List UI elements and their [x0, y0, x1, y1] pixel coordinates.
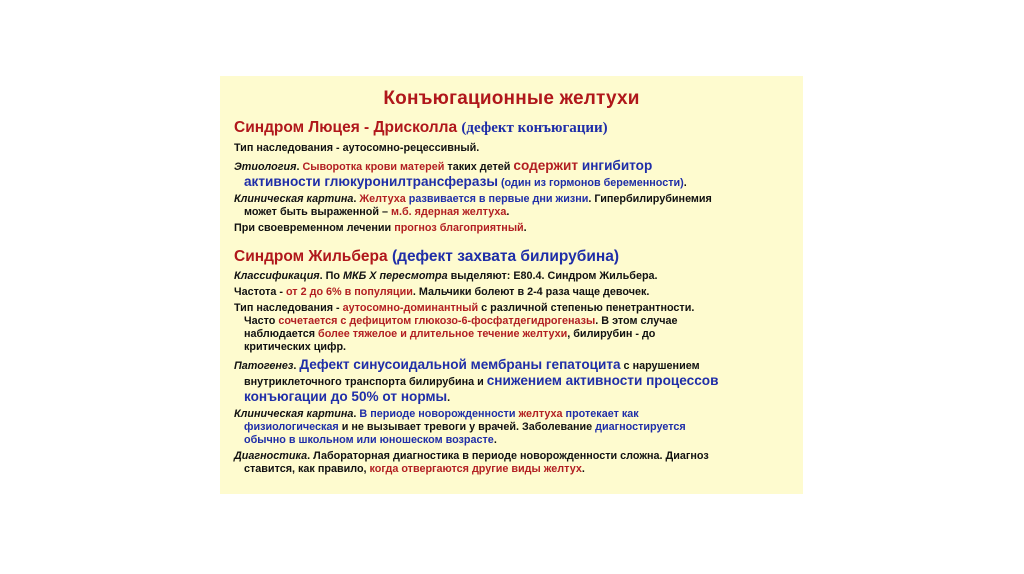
clinical2-l3-end: .	[493, 433, 497, 446]
etiology-end: .	[683, 177, 687, 190]
prognosis-prefix: При своевременном лечении	[234, 222, 395, 235]
classification-end: выделяют: E80.4. Синдром Жильбера.	[447, 269, 658, 282]
paragraph-inheritance-2	[234, 302, 789, 353]
paragraph-prognosis	[234, 222, 789, 235]
pathogenesis-conjugation: конъюгации до 50% от нормы	[244, 388, 448, 404]
clinical2-red: желтуха	[518, 407, 563, 420]
slide	[220, 76, 803, 494]
paragraph-frequency	[234, 286, 789, 299]
inheritance-l2-red: сочетается с дефицитом глюкозо-6-фосфатдегидрогеназы	[278, 315, 596, 328]
clinical2-l2-blue2: диагностируется	[595, 420, 686, 433]
clinical-red: Желтуха	[359, 193, 406, 206]
frequency-end: . Мальчики болеют в 2-4 раза чаще девочек.	[412, 286, 650, 299]
paragraph-diagnostics	[234, 450, 789, 476]
clinical-blue: развивается в первые дни жизни	[405, 193, 589, 206]
clinical2-blue2: протекает как	[562, 407, 639, 420]
heading-paren: (дефект захвата билирубина)	[391, 247, 620, 265]
prognosis-red: прогноз благоприятный	[394, 222, 524, 235]
inheritance-prefix: Тип наследования -	[234, 302, 343, 315]
paragraph-classification	[234, 270, 789, 283]
section-heading-gilbert	[234, 247, 789, 266]
frequency-red: от 2 до 6% в популяции	[285, 286, 413, 299]
prognosis-end: .	[523, 222, 527, 235]
classification-label: Классификация	[234, 269, 320, 282]
inheritance-l3a: наблюдается	[244, 327, 319, 340]
inheritance-l2b: . В этом случае	[595, 315, 678, 328]
heading-text: Синдром Люцея - Дрисколла	[234, 119, 462, 136]
etiology-paren: (один из гормонов беременности)	[497, 177, 684, 190]
clinical-end: .	[506, 206, 510, 219]
paragraph-clinical-2	[234, 408, 789, 446]
etiology-red: Сыворотка крови матерей	[302, 161, 445, 174]
classification-italic: МКБ X пересмотра	[343, 269, 448, 282]
clinical-red2: м.б. ядерная желтуха	[391, 206, 507, 219]
page-title: Конъюгационные желтухи	[383, 88, 640, 109]
paragraph-inheritance-1	[234, 142, 789, 155]
section-heading-lucey-driscoll	[234, 118, 789, 138]
etiology-dot: .	[296, 161, 303, 174]
heading-paren: (дефект конъюгации)	[461, 120, 608, 136]
diagnostics-l2a: ставится, как правило,	[244, 462, 370, 475]
heading-text: Синдром Жильбера	[234, 247, 392, 265]
pathogenesis-l2a: внутриклеточного транспорта билирубина и	[244, 375, 487, 388]
inheritance-l3b: , билирубин - до	[567, 327, 656, 340]
paragraph-etiology	[234, 158, 789, 190]
paragraph-clinical-1	[234, 193, 789, 219]
clinical-line2: может быть выраженной –	[244, 206, 392, 219]
inheritance-red: аутосомно-доминантный	[342, 302, 479, 315]
etiology-contains: содержит	[513, 158, 579, 174]
inheritance-l2a: Часто	[244, 315, 279, 328]
pathogenesis-label: Патогенез	[234, 360, 294, 373]
clinical-label: Клиническая картина	[234, 193, 354, 206]
diagnostics-l2-red: когда отвергаются другие виды желтух	[369, 462, 582, 475]
inheritance-l4: критических цифр.	[244, 340, 347, 353]
clinical2-l2-mid: и не вызывает тревоги у врачей. Заболевание	[338, 420, 596, 433]
clinical2-blue: В периоде новорожденности	[359, 407, 519, 420]
pathogenesis-defect: Дефект синусоидальной мембраны гепатоцита	[299, 357, 621, 373]
clinical2-l3-blue: обычно в школьном или юношеском возрасте	[244, 433, 494, 446]
pathogenesis-dot: .	[293, 360, 300, 373]
etiology-inhibitor: ингибитор	[578, 158, 653, 174]
etiology-mid: таких детей	[444, 161, 514, 174]
clinical2-label: Клиническая картина	[234, 407, 354, 420]
etiology-activity: активности глюкуронилтрансферазы	[244, 174, 498, 190]
pathogenesis-end: .	[447, 391, 451, 404]
diagnostics-label: Диагностика	[234, 449, 308, 462]
inheritance-text: Тип наследования - аутосомно-рецессивный.	[234, 142, 480, 154]
diagnostics-l2-end: .	[581, 462, 585, 475]
pathogenesis-reduced: снижением активности процессов	[486, 372, 719, 388]
clinical-mid: . Гипербилирубинемия	[588, 193, 712, 206]
inheritance-l3-red: более тяжелое и длительное течение желтухи	[318, 327, 568, 340]
etiology-label: Этиология	[234, 161, 297, 174]
paragraph-pathogenesis	[234, 357, 789, 404]
frequency-prefix: Частота -	[234, 286, 286, 299]
section-gap	[234, 239, 789, 247]
inheritance-mid: с различной степенью пенетрантности.	[478, 302, 695, 315]
clinical2-dot: .	[353, 407, 360, 420]
pathogenesis-mid: с нарушением	[620, 360, 700, 373]
clinical2-l2-blue: физиологическая	[244, 420, 339, 433]
classification-mid: . По	[319, 269, 344, 282]
clinical-dot: .	[353, 193, 360, 206]
diagnostics-mid: . Лабораторная диагностика в периоде новорожденности сложна. Диагноз	[307, 449, 709, 462]
